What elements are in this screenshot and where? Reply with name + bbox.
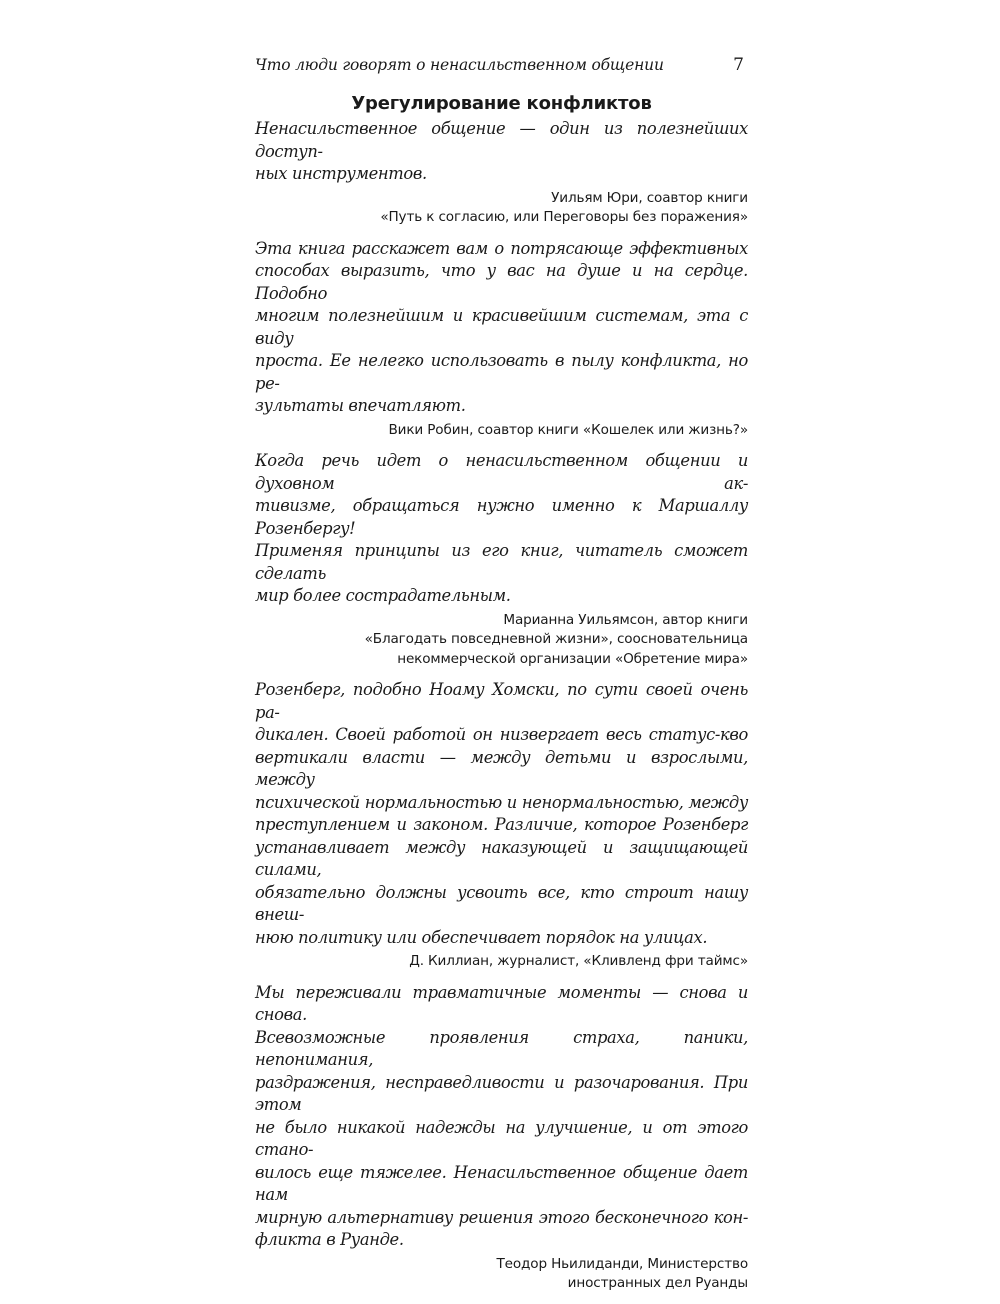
quote-line: вилось еще тяжелее. Ненасильственное общение дает нам [255,1162,748,1204]
book-page [255,55,748,1304]
quote-line: мир более сострадательным. [255,586,511,605]
quote-line: мирную альтернативу решения этого бесконечного кон- [255,1207,748,1227]
quote-line: Розенберг, подобно Ноаму Хомски, по сути своей очень ра- [255,680,748,722]
testimonial-attribution [255,611,748,670]
testimonial-attribution [255,189,748,228]
testimonial-quote [255,450,748,608]
testimonial-attribution [255,1255,748,1294]
testimonial [255,238,748,441]
quotes-list [255,118,748,1294]
testimonial-quote [255,118,748,186]
quote-line: преступлением и законом. Различие, которое Розенберг [255,815,748,834]
quote-line: нюю политику или обеспечивает порядок на улицах. [255,927,708,947]
testimonial [255,982,748,1294]
section-title: Урегулирование конфликтов [351,93,652,114]
quote-line: способах выразить, что у вас на душе и на сердце. Подобно [255,261,748,303]
testimonial [255,450,748,669]
quote-line: фликта в Руанде. [255,1230,404,1249]
quote-line: зультаты впечатляют. [255,396,466,415]
quote-line: не было никакой надежды на улучшение, и от этого стано- [255,1117,748,1159]
attribution-line: «Путь к согласию, или Переговоры без поражения» [380,209,748,225]
quote-line: устанавливает между наказующей и защищающей силами, [255,837,748,879]
quote-line: Всевозможные проявления страха, паники, непонимания, [255,1027,748,1069]
running-head [255,55,748,85]
quote-line: многим полезнейшим и красивейшим системам, эта с виду [255,306,748,348]
testimonial [255,118,748,228]
attribution-line: Уильям Юри, соавтор книги [551,189,748,206]
quote-line: дикален. Своей работой он низвергает весь статус-кво [255,725,748,744]
attribution-line: Марианна Уильямсон, автор книги [503,611,748,628]
quote-line: ных инструментов. [255,164,427,183]
attribution-line: «Благодать повседневной жизни», соосновательница [364,631,748,647]
quote-line: тивизме, обращаться нужно именно к Маршаллу Розенбергу! [255,496,748,538]
running-head-title: Что люди говорят о ненасильственном общении [255,56,664,74]
testimonial [255,679,748,972]
quote-line: Мы переживали травматичные моменты — снова и снова. [255,982,748,1024]
quote-line: обязательно должны усвоить все, кто строит нашу внеш- [255,882,748,924]
quote-line: вертикали власти — между детьми и взрослыми, между [255,747,748,789]
quote-line: Ненасильственное общение — один из полезнейших доступ- [255,119,748,161]
quote-line: Когда речь идет о ненасильственном общении и духовном ак- [255,451,748,493]
page-number: 7 [733,55,744,75]
quote-line: раздражения, несправедливости и разочарования. При этом [255,1072,748,1114]
quote-line: проста. Ее нелегко использовать в пылу конфликта, но ре- [255,351,748,393]
testimonial-quote [255,679,748,949]
testimonial-quote [255,238,748,418]
testimonial-quote [255,982,748,1252]
testimonial-attribution [255,421,748,441]
quote-line: психической нормальностью и ненормальностью, между [255,792,748,812]
attribution-line: Теодор Ньилиданди, Министерство [496,1255,748,1272]
quote-line: Эта книга расскажет вам о потрясающе эффективных [255,238,748,258]
attribution-line: иностранных дел Руанды [567,1275,748,1291]
attribution-line: Вики Робин, соавтор книги «Кошелек или жизнь?» [388,421,748,438]
attribution-line: некоммерческой организации «Обретение мира» [397,650,748,667]
attribution-line: Д. Киллиан, журналист, «Кливленд фри таймс» [409,953,748,969]
testimonial-attribution [255,952,748,972]
quote-line: Применяя принципы из его книг, читатель сможет сделать [255,541,748,583]
